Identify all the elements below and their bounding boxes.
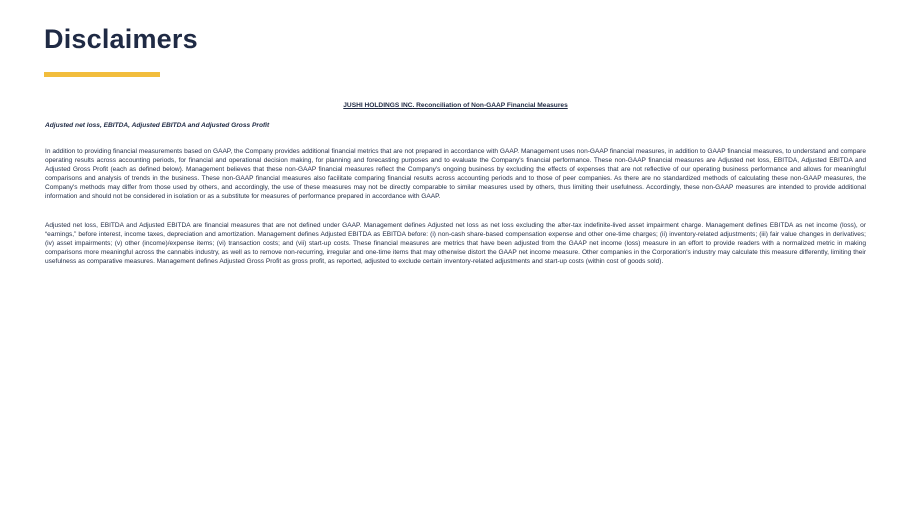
page-title: Disclaimers: [44, 24, 198, 54]
disclaimer-paragraph-1: In addition to providing financial measurements based on GAAP, the Company provides additional financial metrics that are not prepared in accordance with GAAP. Management uses non-GAAP financial measures, in addition to GAAP financial measures, to understand and compare operating results across accounting periods, for financial and operational decision making, for planning and forecasting purposes and to evaluate the Company's financial performance. These non-GAAP financial measures are Adjusted net loss, EBITDA, Adjusted EBITDA and Adjusted Gross Profit (each as defined below). Management believes that these non-GAAP financial measures reflect the Company's ongoing business by excluding the effects of expenses that are not reflective of our operating business performance and allows for meaningful comparisons and analysis of trends in the business. These non-GAAP financial measures also facilitate comparing financial results across accounting periods and to those of peer companies. As there are no standardized methods of calculating these non-GAAP measures, the Company's methods may differ from those used by others, and accordingly, the use of these measures may not be directly comparable to similar measures used by others, thus limiting their usefulness. Accordingly, these non-GAAP measures are intended to provide additional information and should not be considered in isolation or as a substitute for measures of performance prepared in accordance with GAAP.: [45, 148, 866, 200]
section-heading: JUSHI HOLDINGS INC. Reconciliation of Non-GAAP Financial Measures: [343, 102, 568, 109]
disclaimer-paragraph-2: Adjusted net loss, EBITDA and Adjusted EBITDA are financial measures that are not defined under GAAP. Management defines Adjusted net loss as net loss excluding the after-tax indefinite-lived asset impairment charge. Management defines EBITDA as net income (loss), or “earnings,” before interest, income taxes, depreciation and amortization. Management defines Adjusted EBITDA as EBITDA before: (i) non-cash share-based compensation expense and other one-time charges; (ii) inventory-related adjustments; (iii) fair value changes in derivatives; (iv) asset impairments; (v) other (income)/expense items; (vi) transaction costs; and (vii) start-up costs. These financial measures are metrics that have been adjusted from the GAAP net income (loss) measure in an effort to provide readers with a normalized metric in making comparisons more meaningful across the cannabis industry, as well as to remove non-recurring, irregular and one-time items that may otherwise distort the GAAP net income measure. Other companies in the Corporation's industry may calculate this measure differently, limiting their usefulness as comparative measures. Management defines Adjusted Gross Profit as gross profit, as reported, adjusted to exclude certain inventory-related adjustments and start-up costs (within cost of goods sold).: [45, 222, 866, 265]
title-accent-bar: [44, 72, 160, 77]
subheading: Adjusted net loss, EBITDA, Adjusted EBITDA and Adjusted Gross Profit: [45, 122, 270, 129]
